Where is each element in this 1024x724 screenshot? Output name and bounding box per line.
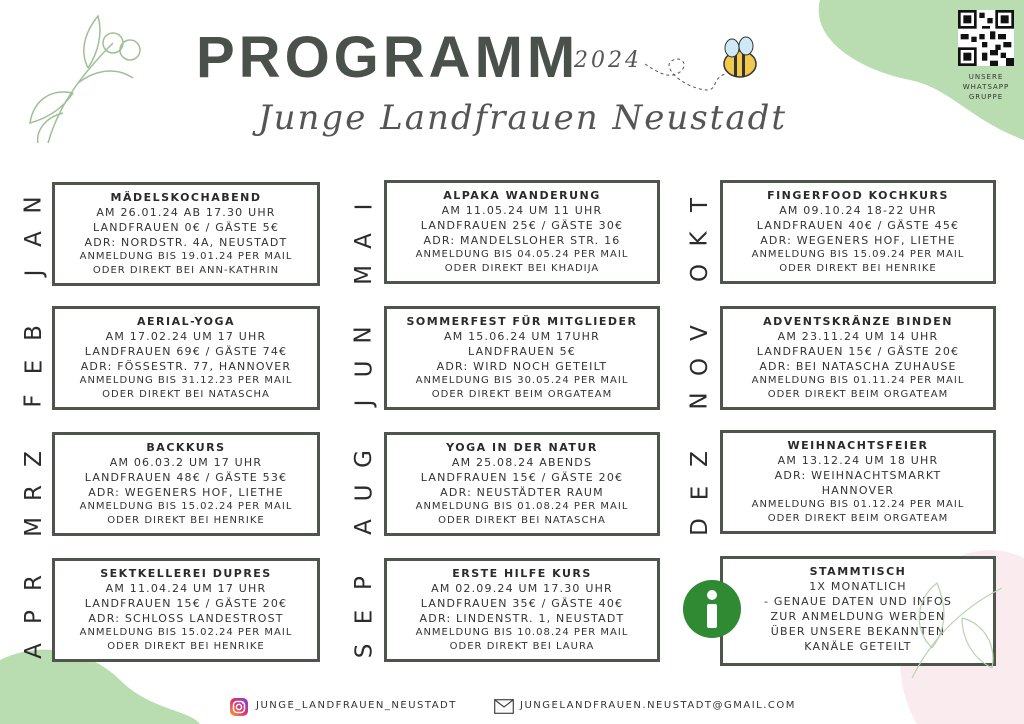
event-registration: ODER DIREKT BEIM ORGATEAM	[767, 513, 949, 524]
month-letter: G	[350, 450, 377, 468]
event-detail: LANDFRAUEN 5€	[468, 345, 576, 358]
event-title: SOMMERFEST FÜR MITGLIEDER	[406, 315, 638, 328]
event-title: AERIAL-YOGA	[136, 315, 236, 328]
month-letter: A	[20, 643, 47, 659]
month-letter: M	[350, 265, 377, 285]
event-registration: ANMELDUNG BIS 15.02.24 PER MAIL	[79, 501, 293, 512]
event-detail: LANDFRAUEN 25€ / GÄSTE 30€	[420, 219, 624, 232]
page-subtitle: Junge Landfrauen Neustadt	[258, 98, 788, 138]
month-letter: P	[21, 610, 47, 624]
month-label-okt	[680, 188, 720, 290]
event-detail: AM 02.09.24 UM 17.30 UHR	[431, 582, 613, 595]
event-registration: ANMELDUNG BIS 01.12.24 PER MAIL	[751, 499, 965, 510]
event-detail: LANDFRAUEN 15€ / GÄSTE 20€	[756, 345, 960, 358]
event-registration: ANMELDUNG BIS 15.02.24 PER MAIL	[79, 627, 293, 638]
event-detail: ÜBER UNSERE BEKANNTEN	[770, 625, 946, 638]
event-card	[52, 432, 320, 536]
month-label-feb	[14, 316, 54, 418]
event-title: ERSTE HILFE KURS	[452, 567, 592, 580]
event-registration: ANMELDUNG BIS 01.11.24 PER MAIL	[751, 375, 965, 386]
event-registration: ANMELDUNG BIS 30.05.24 PER MAIL	[415, 375, 629, 386]
event-detail: LANDFRAUEN 0€ / GÄSTE 5€	[92, 221, 280, 234]
event-registration: ODER DIREKT BEIM ORGATEAM	[431, 389, 613, 400]
event-registration: ODER DIREKT BEI KHADIJA	[444, 263, 600, 274]
month-letter: N	[351, 326, 377, 344]
month-letter: T	[687, 197, 713, 213]
instagram-icon[interactable]	[230, 698, 248, 716]
event-detail: ADR: WIRD NOCH GETEILT	[436, 360, 608, 373]
month-letter: R	[20, 485, 47, 501]
event-registration: ODER DIREKT BEI NATASCHA	[438, 515, 606, 526]
event-title: FINGERFOOD KOCHKURS	[767, 189, 949, 202]
month-letter: O	[686, 263, 713, 283]
event-detail: AM 09.10.24 18-22 UHR	[779, 204, 937, 217]
event-detail: LANDFRAUEN 35€ / GÄSTE 40€	[420, 597, 624, 610]
instagram-handle[interactable]: JUNGE_LANDFRAUEN_NEUSTADT	[256, 700, 457, 711]
event-detail: KANÄLE GETEILT	[804, 640, 912, 653]
month-letter: S	[350, 643, 377, 659]
event-detail: ADR: NEUSTÄDTER RAUM	[440, 486, 604, 499]
event-title: MÄDELSKOCHABEND	[110, 191, 262, 204]
event-detail: ADR: FÖSSESTR. 77, HANNOVER	[80, 360, 292, 373]
month-label-sep	[344, 566, 384, 668]
event-detail: ADR: WEGENERS HOF, LIETHE	[760, 234, 956, 247]
event-registration: ANMELDUNG BIS 31.12.23 PER MAIL	[79, 375, 293, 386]
event-detail: LANDFRAUEN 15€ / GÄSTE 20€	[84, 597, 288, 610]
event-registration: ODER DIREKT BEI HENRIKE	[107, 515, 265, 526]
event-title: ALPAKA WANDERUNG	[443, 189, 601, 202]
event-card	[720, 180, 996, 284]
month-letter: D	[687, 518, 713, 536]
month-letter: I	[350, 203, 377, 211]
event-detail: ADR: LINDENSTR. 1, NEUSTADT	[419, 612, 625, 625]
mail-icon[interactable]	[494, 699, 514, 714]
qr-code-icon[interactable]	[958, 10, 1014, 66]
month-label-jun	[344, 318, 384, 420]
month-label-aug	[344, 442, 384, 544]
month-label-dez	[680, 442, 720, 544]
month-letter: U	[351, 484, 377, 502]
month-letter: B	[21, 325, 47, 341]
event-detail: ADR: SCHLOSS LANDESTROST	[88, 612, 284, 625]
info-icon	[683, 580, 741, 638]
event-card	[384, 306, 660, 410]
month-letter: U	[351, 360, 377, 378]
event-detail: - GENAUE DATEN UND INFOS	[763, 595, 953, 608]
event-card	[384, 558, 660, 662]
month-letter: R	[20, 575, 47, 591]
year-label: 2024	[574, 48, 642, 73]
event-registration: ANMELDUNG BIS 04.05.24 PER MAIL	[415, 249, 629, 260]
event-title: YOGA IN DER NATUR	[446, 441, 598, 454]
event-detail: LANDFRAUEN 48€ / GÄSTE 53€	[84, 471, 288, 484]
event-detail: AM 13.12.24 UM 18 UHR	[777, 454, 939, 467]
event-registration: ODER DIREKT BEI HENRIKE	[107, 641, 265, 652]
event-card	[384, 432, 660, 536]
event-detail: AM 15.06.24 UM 17UHR	[444, 330, 600, 343]
event-registration: ANMELDUNG BIS 19.01.24 PER MAIL	[79, 251, 293, 262]
month-letter: J	[20, 269, 47, 277]
event-detail: AM 11.05.24 UM 11 UHR	[441, 204, 603, 217]
event-registration: ANMELDUNG BIS 01.08.24 PER MAIL	[415, 501, 629, 512]
month-letter: P	[351, 576, 377, 590]
event-detail: LANDFRAUEN 40€ / GÄSTE 45€	[756, 219, 960, 232]
month-label-mrz	[14, 442, 54, 544]
event-registration: ODER DIREKT BEI HENRIKE	[779, 263, 937, 274]
event-detail: AM 23.11.24 UM 14 UHR	[777, 330, 939, 343]
event-card	[720, 306, 996, 410]
event-card	[384, 180, 660, 284]
month-label-jan	[14, 188, 54, 290]
month-letter: A	[350, 519, 377, 535]
event-detail: ADR: MANDELSLOHER STR. 16	[423, 234, 621, 247]
leaf-icon	[892, 568, 1012, 688]
event-detail: ADR: BEI NATASCHA ZUHAUSE	[759, 360, 957, 373]
whatsapp-caption	[946, 72, 1024, 102]
month-label-apr	[14, 566, 54, 668]
email-address[interactable]: JUNGELANDFRAUEN.NEUSTADT@GMAIL.COM	[520, 700, 796, 711]
event-card	[52, 306, 320, 410]
caption-line: UNSERE	[968, 73, 1004, 81]
month-letter: Z	[686, 451, 713, 467]
event-card	[52, 558, 320, 662]
month-letter: A	[350, 233, 377, 249]
event-detail: HANNOVER	[821, 484, 895, 497]
event-title: WEIHNACHTSFEIER	[787, 439, 929, 452]
event-registration: ANMELDUNG BIS 15.09.24 PER MAIL	[751, 249, 965, 260]
month-letter: Z	[20, 451, 47, 467]
month-letter: F	[20, 394, 47, 408]
month-letter: M	[20, 517, 47, 537]
event-title: STAMMTISCH	[809, 565, 907, 578]
event-detail: AM 26.01.24 AB 17.30 UHR	[96, 206, 276, 219]
month-letter: J	[350, 399, 377, 407]
event-detail: LANDFRAUEN 15€ / GÄSTE 20€	[420, 471, 624, 484]
event-detail: ADR: WEGENERS HOF, LIETHE	[88, 486, 284, 499]
month-label-mai	[344, 190, 384, 292]
month-letter: K	[687, 231, 713, 247]
month-letter: A	[20, 231, 47, 247]
month-letter: V	[686, 325, 713, 341]
event-registration: ODER DIREKT BEIM ORGATEAM	[767, 389, 949, 400]
month-letter: N	[687, 392, 713, 410]
event-title: SEKTKELLEREI DUPRES	[100, 567, 272, 580]
event-detail: AM 25.08.24 ABENDS	[451, 456, 593, 469]
event-registration: ODER DIREKT BEI LAURA	[449, 641, 595, 652]
month-letter: E	[686, 485, 713, 501]
event-detail: LANDFRAUEN 69€ / GÄSTE 74€	[84, 345, 288, 358]
event-detail: ADR: WEIHNACHTSMARKT	[774, 469, 942, 482]
event-detail: ZUR ANMELDUNG WERDEN	[770, 610, 946, 623]
month-letter: O	[686, 357, 713, 377]
month-letter: E	[20, 359, 47, 375]
event-card	[52, 182, 320, 286]
event-detail: AM 06.03.2 UM 17 UHR	[109, 456, 263, 469]
flower-icon	[18, 8, 148, 148]
event-detail: ADR: NORDSTR. 4A, NEUSTADT	[84, 236, 288, 249]
event-card	[720, 430, 996, 534]
event-detail: 1X MONATLICH	[809, 580, 907, 593]
month-label-nov	[680, 316, 720, 418]
event-registration: ANMELDUNG BIS 10.08.24 PER MAIL	[415, 627, 629, 638]
month-letter: E	[350, 609, 377, 625]
event-detail: AM 11.04.24 UM 17 UHR	[105, 582, 267, 595]
event-title: ADVENTSKRÄNZE BINDEN	[763, 315, 953, 328]
caption-line: WHATSAPP	[962, 83, 1010, 91]
caption-line: GRUPPE	[968, 93, 1004, 101]
page-title: PROGRAMM	[196, 25, 580, 90]
month-letter: N	[21, 196, 47, 214]
event-registration: ODER DIREKT BEI NATASCHA	[102, 389, 270, 400]
event-registration: ODER DIREKT BEI ANN-KATHRIN	[92, 265, 280, 276]
event-title: BACKKURS	[146, 441, 226, 454]
event-detail: AM 17.02.24 UM 17 UHR	[105, 330, 267, 343]
